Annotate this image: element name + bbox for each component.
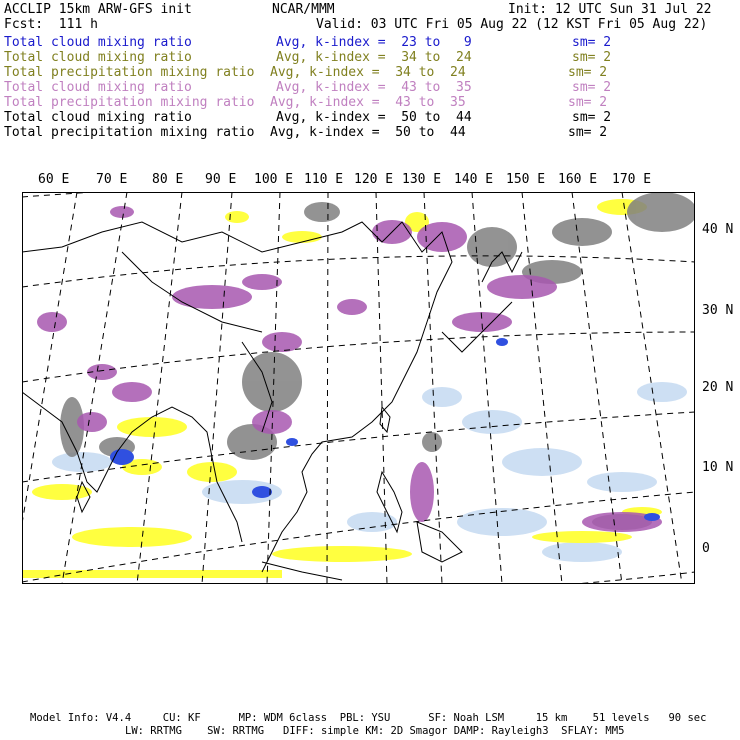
legend-sm-3: sm= 2	[572, 80, 612, 95]
legend-sm-6: sm= 2	[568, 125, 608, 140]
legend-field-0: Total cloud mixing ratio	[4, 35, 192, 50]
legend-field-1: Total cloud mixing ratio	[4, 50, 192, 65]
lon-label-150e: 150 E	[506, 172, 546, 187]
lat-label-0: 0	[702, 541, 710, 556]
lat-label-10n: 10 N	[702, 460, 734, 475]
forecast-map	[22, 192, 695, 584]
forecast-hour: Fcst: 111 h	[4, 17, 98, 32]
legend-field-4: Total precipitation mixing ratio	[4, 95, 255, 110]
legend-sm-5: sm= 2	[572, 110, 612, 125]
valid-time: Valid: 03 UTC Fri 05 Aug 22 (12 KST Fri 05 Aug 22)	[316, 17, 708, 32]
lon-label-140e: 140 E	[454, 172, 494, 187]
legend-avg-0: Avg, k-index = 23 to 9	[276, 35, 472, 50]
lon-label-70e: 70 E	[96, 172, 128, 187]
lon-label-110e: 110 E	[304, 172, 344, 187]
lon-label-120e: 120 E	[354, 172, 394, 187]
legend-sm-0: sm= 2	[572, 35, 612, 50]
lon-label-160e: 160 E	[558, 172, 598, 187]
legend-field-5: Total cloud mixing ratio	[4, 110, 192, 125]
legend-field-3: Total cloud mixing ratio	[4, 80, 192, 95]
legend-avg-5: Avg, k-index = 50 to 44	[276, 110, 472, 125]
model-info-line1: Model Info: V4.4 CU: KF MP: WDM 6class PBL: YSU SF: Noah LSM 15 km 51 levels 90 sec	[30, 712, 707, 724]
lon-label-60e: 60 E	[38, 172, 70, 187]
legend-sm-1: sm= 2	[572, 50, 612, 65]
lon-label-90e: 90 E	[205, 172, 237, 187]
legend-avg-3: Avg, k-index = 43 to 35	[276, 80, 472, 95]
lon-label-80e: 80 E	[152, 172, 184, 187]
legend-avg-1: Avg, k-index = 34 to 24	[276, 50, 472, 65]
legend-avg-2: Avg, k-index = 34 to 24	[270, 65, 466, 80]
model-info-line2: LW: RRTMG SW: RRTMG DIFF: simple KM: 2D Smagor DAMP: Rayleigh3 SFLAY: MM5	[125, 725, 625, 737]
lon-label-100e: 100 E	[254, 172, 294, 187]
plot-title: ACCLIP 15km ARW-GFS init	[4, 2, 192, 17]
init-time: Init: 12 UTC Sun 31 Jul 22	[508, 2, 712, 17]
legend-field-2: Total precipitation mixing ratio	[4, 65, 255, 80]
legend-avg-6: Avg, k-index = 50 to 44	[270, 125, 466, 140]
legend-sm-4: sm= 2	[568, 95, 608, 110]
lon-label-170e: 170 E	[612, 172, 652, 187]
legend-avg-4: Avg, k-index = 43 to 35	[270, 95, 466, 110]
legend-field-6: Total precipitation mixing ratio	[4, 125, 255, 140]
lat-label-20n: 20 N	[702, 380, 734, 395]
organization-label: NCAR/MMM	[272, 2, 335, 17]
lon-label-130e: 130 E	[402, 172, 442, 187]
legend-sm-2: sm= 2	[568, 65, 608, 80]
lat-label-40n: 40 N	[702, 222, 734, 237]
lat-label-30n: 30 N	[702, 303, 734, 318]
